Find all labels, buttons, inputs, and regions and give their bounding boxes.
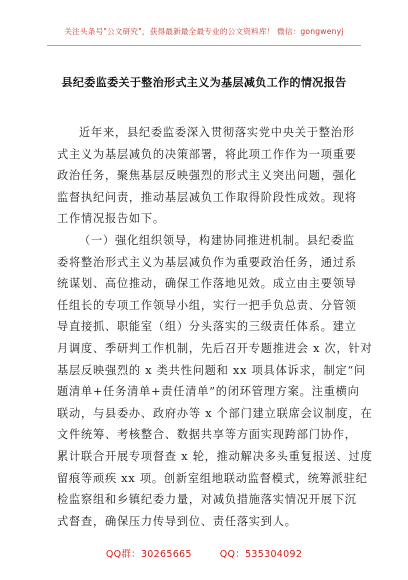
text-line: 式主义为基层减负的决策部署，将此项工作作为一项重要	[57, 147, 357, 161]
text-line: 月调度、季研判工作机制，先后召开专题推进会 x 次，针对	[57, 341, 373, 355]
header-divider	[47, 45, 361, 46]
text-line: 留痕等顽疾 xx 项。创新室组地联动监督模式，统筹派驻纪	[57, 471, 368, 485]
text-line: （一）强化组织领导，构建协同推进机制。县纪委监	[79, 233, 355, 247]
paragraph-section-one	[57, 230, 373, 532]
text-line: 政治任务，聚焦基层反映强烈的形式主义突出问题，强化	[57, 169, 357, 183]
text-line: 监督执纪问责，推动基层减负工作取得阶段性成效。现将	[57, 190, 357, 204]
text-line: 工作情况报告如下。	[57, 212, 165, 226]
document-title: 县纪委监委关于整治形式主义为基层减负工作的情况报告	[61, 76, 347, 89]
qq-group-text: QQ群：30265665	[105, 549, 192, 560]
header-promo-note: 关注头条号"公文研究"，获得最新最全最专业的公文资料库！ 微信：gongwenyj	[64, 27, 344, 36]
text-line: 近年来，县纪委监委深入贯彻落实党中央关于整治形	[79, 126, 355, 139]
document-body	[57, 122, 373, 532]
text-line: 式督查，确保压力传导到位、责任落实到人。	[57, 514, 297, 528]
footer-contact	[41, 546, 367, 560]
text-line: 累计联合开展专项督查 x 轮，推动解决多头重复报送、过度	[57, 449, 373, 463]
text-line: 基层反映强烈的 x 类共性问题和 xx 项具体诉求，制定“问	[57, 363, 366, 377]
text-line: 检监察组和乡镇纪委力量，对减负措施落实情况开展下沉	[57, 493, 357, 507]
text-line: 文件统筹、考核整合、数据共享等方面实现跨部门协作，	[57, 428, 357, 442]
text-line: 题清单+任务清单+责任清单”的闭环管理方案。注重横向	[57, 385, 360, 399]
paragraph-intro	[57, 122, 357, 230]
qq-number-text: QQ：535304092	[219, 549, 303, 560]
document-page	[41, 14, 373, 570]
text-line: 委将整治形式主义为基层减负作为重要政治任务，通过系	[57, 255, 357, 269]
text-line: 导直接抓、职能室（组）分头落实的三级责任体系。建立	[57, 320, 357, 334]
text-line: 联动，与县委办、政府办等 x 个部门建立联席会议制度，在	[57, 406, 373, 420]
text-line: 统谋划、高位推动，确保工作落地见效。成立由主要领导	[57, 277, 357, 291]
text-line: 任组长的专项工作领导小组，实行一把手负总责、分管领	[57, 298, 357, 312]
